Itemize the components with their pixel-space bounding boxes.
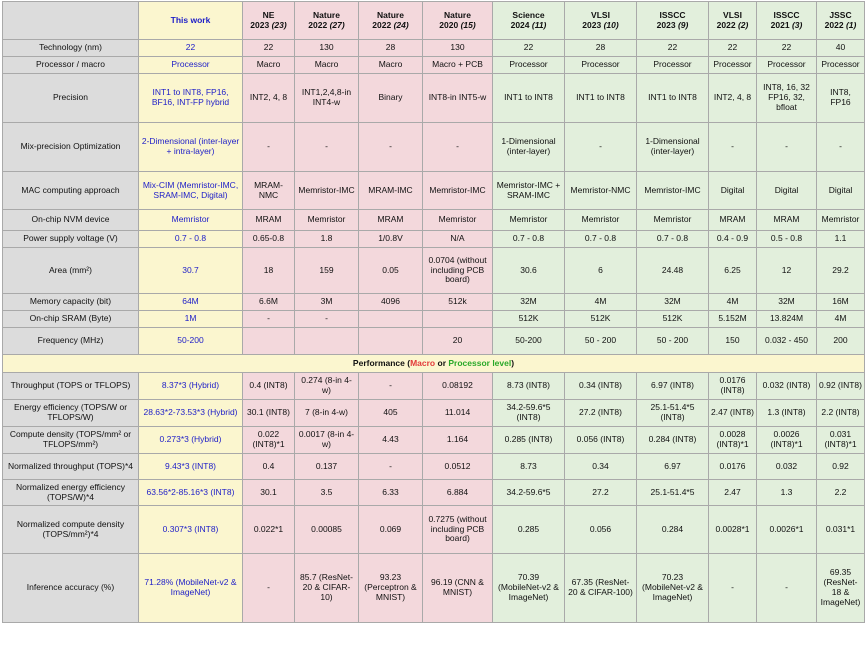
table-cell: Memristor xyxy=(493,210,565,231)
table-cell: Processor xyxy=(757,57,817,74)
table-cell: 0.7275 (without including PCB board) xyxy=(423,506,493,554)
row-label: Normalized energy efficiency (TOPS/W)*4 xyxy=(3,480,139,506)
table-cell: 8.73 (INT8) xyxy=(493,373,565,400)
table-cell: 27.2 (INT8) xyxy=(565,400,637,427)
table-cell: - xyxy=(709,554,757,623)
this-work-cell: 0.307*3 (INT8) xyxy=(139,506,243,554)
table-cell: 69.35 (ResNet-18 & ImageNet) xyxy=(817,554,865,623)
this-work-cell: INT1 to INT8, FP16, BF16, INT-FP hybrid xyxy=(139,74,243,123)
table-cell: INT2, 4, 8 xyxy=(243,74,295,123)
table-cell xyxy=(423,311,493,328)
table-cell: Memristor-IMC xyxy=(423,172,493,210)
table-cell: 0.0704 (without including PCB board) xyxy=(423,248,493,294)
table-cell: Memristor xyxy=(295,210,359,231)
table-cell: 0.7 - 0.8 xyxy=(637,231,709,248)
table-cell: - xyxy=(243,123,295,172)
table-cell: 150 xyxy=(709,328,757,355)
table-cell: Macro + PCB xyxy=(423,57,493,74)
row-label: Technology (nm) xyxy=(3,40,139,57)
table-cell xyxy=(295,328,359,355)
this-work-cell: Processor xyxy=(139,57,243,74)
table-cell: N/A xyxy=(423,231,493,248)
table-cell: 32M xyxy=(637,294,709,311)
table-cell: INT8, FP16 xyxy=(817,74,865,123)
table-cell: 200 xyxy=(817,328,865,355)
table-cell: 2.2 xyxy=(817,480,865,506)
table-row xyxy=(3,231,865,248)
table-cell: 0.284 xyxy=(637,506,709,554)
table-cell: 1.1 xyxy=(817,231,865,248)
table-cell: 6.884 xyxy=(423,480,493,506)
table-cell: 512K xyxy=(565,311,637,328)
this-work-cell: Memristor xyxy=(139,210,243,231)
row-label: On-chip NVM device xyxy=(3,210,139,231)
table-cell: INT1 to INT8 xyxy=(637,74,709,123)
table-cell: 25.1-51.4*5 xyxy=(637,480,709,506)
table-cell: 27.2 xyxy=(565,480,637,506)
table-cell: Binary xyxy=(359,74,423,123)
table-cell: Memristor-IMC xyxy=(295,172,359,210)
table-cell: 93.23 (Perceptron & MNIST) xyxy=(359,554,423,623)
table-cell: 22 xyxy=(757,40,817,57)
table-cell: 0.0028*1 xyxy=(709,506,757,554)
this-work-cell: 63.56*2-85.16*3 (INT8) xyxy=(139,480,243,506)
this-work-cell: 9.43*3 (INT8) xyxy=(139,454,243,480)
comparison-table xyxy=(2,1,865,623)
row-label: Precision xyxy=(3,74,139,123)
table-cell: 1-Dimensional (inter-layer) xyxy=(637,123,709,172)
col-header: VLSI 2022 (2) xyxy=(709,2,757,40)
table-cell: - xyxy=(757,554,817,623)
table-row xyxy=(3,210,865,231)
table-cell: 4M xyxy=(565,294,637,311)
table-cell: 0.7 - 0.8 xyxy=(565,231,637,248)
table-cell: MRAM xyxy=(757,210,817,231)
this-work-cell: 28.63*2-73.53*3 (Hybrid) xyxy=(139,400,243,427)
table-cell: MRAM-NMC xyxy=(243,172,295,210)
table-cell: 0.08192 xyxy=(423,373,493,400)
table-cell: Digital xyxy=(757,172,817,210)
table-cell: 0.34 xyxy=(565,454,637,480)
row-label: Throughput (TOPS or TFLOPS) xyxy=(3,373,139,400)
table-cell: 3.5 xyxy=(295,480,359,506)
table-cell: 1.3 xyxy=(757,480,817,506)
table-cell: 4096 xyxy=(359,294,423,311)
table-cell: 0.031 (INT8)*1 xyxy=(817,427,865,454)
table-cell: 3M xyxy=(295,294,359,311)
table-cell: 0.0028 (INT8)*1 xyxy=(709,427,757,454)
row-label: On-chip SRAM (Byte) xyxy=(3,311,139,328)
performance-section xyxy=(3,355,865,373)
table-cell: 0.0176 (INT8) xyxy=(709,373,757,400)
table-cell: Memristor xyxy=(637,210,709,231)
table-row xyxy=(3,400,865,427)
table-cell: MRAM xyxy=(243,210,295,231)
table-cell: - xyxy=(757,123,817,172)
table-cell: 0.022 (INT8)*1 xyxy=(243,427,295,454)
table-cell: - xyxy=(423,123,493,172)
table-cell: 4M xyxy=(817,311,865,328)
row-label: Frequency (MHz) xyxy=(3,328,139,355)
table-cell: - xyxy=(565,123,637,172)
table-cell: 22 xyxy=(709,40,757,57)
table-cell: 70.39 (MobileNet-v2 & ImageNet) xyxy=(493,554,565,623)
table-cell: 67.35 (ResNet-20 & CIFAR-100) xyxy=(565,554,637,623)
table-cell xyxy=(359,328,423,355)
table-cell: 0.4 - 0.9 xyxy=(709,231,757,248)
this-work-cell: 22 xyxy=(139,40,243,57)
table-cell: 6.25 xyxy=(709,248,757,294)
performance-rows xyxy=(3,373,865,623)
table-cell xyxy=(243,328,295,355)
table-cell: MRAM xyxy=(709,210,757,231)
table-cell: 2.47 (INT8) xyxy=(709,400,757,427)
table-cell: 50 - 200 xyxy=(565,328,637,355)
table-cell: 0.285 xyxy=(493,506,565,554)
table-cell: 0.285 (INT8) xyxy=(493,427,565,454)
table-cell: Memristor xyxy=(565,210,637,231)
table-cell: INT1 to INT8 xyxy=(493,74,565,123)
table-cell: - xyxy=(295,311,359,328)
table-cell: 22 xyxy=(243,40,295,57)
table-cell: MRAM-IMC xyxy=(359,172,423,210)
table-cell: 16M xyxy=(817,294,865,311)
this-work-cell: 1M xyxy=(139,311,243,328)
table-cell: 0.65-0.8 xyxy=(243,231,295,248)
col-header-this-work: This work xyxy=(139,2,243,40)
table-cell: 1.164 xyxy=(423,427,493,454)
table-cell: 0.0026*1 xyxy=(757,506,817,554)
table-cell: Memristor-IMC xyxy=(637,172,709,210)
col-header: Nature 2022 (24) xyxy=(359,2,423,40)
col-header: NE 2023 (23) xyxy=(243,2,295,40)
row-label: Area (mm²) xyxy=(3,248,139,294)
table-cell: INT1 to INT8 xyxy=(565,74,637,123)
table-cell: 0.00085 xyxy=(295,506,359,554)
table-row xyxy=(3,74,865,123)
table-cell: 6.97 (INT8) xyxy=(637,373,709,400)
table-cell: 0.5 - 0.8 xyxy=(757,231,817,248)
performance-header-row xyxy=(3,355,865,373)
table-cell: 8.73 xyxy=(493,454,565,480)
table-row xyxy=(3,554,865,623)
table-cell: 130 xyxy=(295,40,359,57)
table-cell: 0.0017 (8-in 4-w) xyxy=(295,427,359,454)
this-work-cell: 0.7 - 0.8 xyxy=(139,231,243,248)
table-cell: 6.97 xyxy=(637,454,709,480)
table-cell: 20 xyxy=(423,328,493,355)
table-cell: 0.34 (INT8) xyxy=(565,373,637,400)
table-cell: 24.48 xyxy=(637,248,709,294)
table-cell: 34.2-59.6*5 xyxy=(493,480,565,506)
table-cell: 1.3 (INT8) xyxy=(757,400,817,427)
table-cell: 22 xyxy=(493,40,565,57)
col-header: ISSCC 2023 (9) xyxy=(637,2,709,40)
table-cell: 6 xyxy=(565,248,637,294)
table-cell: 50 - 200 xyxy=(637,328,709,355)
this-work-cell: 2-Dimensional (inter-layer + intra-layer) xyxy=(139,123,243,172)
table-cell: 0.284 (INT8) xyxy=(637,427,709,454)
table-cell: - xyxy=(817,123,865,172)
performance-header: Performance (Macro or Processor level) xyxy=(3,355,865,373)
col-header: VLSI 2023 (10) xyxy=(565,2,637,40)
table-cell: - xyxy=(709,123,757,172)
table-cell: 159 xyxy=(295,248,359,294)
table-cell: - xyxy=(295,123,359,172)
table-cell: 0.032 - 450 xyxy=(757,328,817,355)
table-cell: 0.4 (INT8) xyxy=(243,373,295,400)
table-cell: 18 xyxy=(243,248,295,294)
table-cell: 96.19 (CNN & MNIST) xyxy=(423,554,493,623)
header-row xyxy=(3,2,865,40)
table-cell: 0.056 (INT8) xyxy=(565,427,637,454)
table-row xyxy=(3,506,865,554)
table-cell: 0.0176 xyxy=(709,454,757,480)
row-label: MAC computing approach xyxy=(3,172,139,210)
table-cell: 13.824M xyxy=(757,311,817,328)
row-label: Inference accuracy (%) xyxy=(3,554,139,623)
table-cell: 0.4 xyxy=(243,454,295,480)
row-label: Mix-precision Optimization xyxy=(3,123,139,172)
table-cell: 0.032 (INT8) xyxy=(757,373,817,400)
table-cell: MRAM xyxy=(359,210,423,231)
row-label: Memory capacity (bit) xyxy=(3,294,139,311)
table-cell: - xyxy=(359,373,423,400)
table-cell: 405 xyxy=(359,400,423,427)
table-cell: 0.056 xyxy=(565,506,637,554)
table-cell: 12 xyxy=(757,248,817,294)
table-cell: 0.92 xyxy=(817,454,865,480)
table-cell: 11.014 xyxy=(423,400,493,427)
table-cell: 0.0512 xyxy=(423,454,493,480)
table-cell: 70.23 (MobileNet-v2 & ImageNet) xyxy=(637,554,709,623)
table-cell: 512K xyxy=(493,311,565,328)
table-cell: 34.2-59.6*5 (INT8) xyxy=(493,400,565,427)
col-header: ISSCC 2021 (3) xyxy=(757,2,817,40)
table-cell: 32M xyxy=(757,294,817,311)
row-label: Processor / macro xyxy=(3,57,139,74)
table-cell: 1.8 xyxy=(295,231,359,248)
table-cell: 5.152M xyxy=(709,311,757,328)
table-cell: INT1,2,4,8-in INT4-w xyxy=(295,74,359,123)
this-work-cell: 30.7 xyxy=(139,248,243,294)
table-cell: Digital xyxy=(817,172,865,210)
col-header: Science 2024 (11) xyxy=(493,2,565,40)
table-row xyxy=(3,454,865,480)
table-cell: Processor xyxy=(817,57,865,74)
table-cell: Macro xyxy=(295,57,359,74)
table-cell: 7 (8-in 4-w) xyxy=(295,400,359,427)
table-cell: INT8, 16, 32 FP16, 32, bfloat xyxy=(757,74,817,123)
table-cell: 85.7 (ResNet-20 & CIFAR-10) xyxy=(295,554,359,623)
table-row xyxy=(3,57,865,74)
table-cell: 2.2 (INT8) xyxy=(817,400,865,427)
table-cell: - xyxy=(359,454,423,480)
table-cell: 30.1 (INT8) xyxy=(243,400,295,427)
table-cell: 6.33 xyxy=(359,480,423,506)
table-cell: Memristor xyxy=(817,210,865,231)
table-cell: 0.069 xyxy=(359,506,423,554)
spec-rows xyxy=(3,40,865,355)
table-cell: 0.05 xyxy=(359,248,423,294)
table-cell: - xyxy=(243,311,295,328)
col-header: JSSC 2022 (1) xyxy=(817,2,865,40)
row-label: Normalized throughput (TOPS)*4 xyxy=(3,454,139,480)
this-work-cell: 64M xyxy=(139,294,243,311)
table-row xyxy=(3,248,865,294)
table-cell: 0.032 xyxy=(757,454,817,480)
table-cell: - xyxy=(359,123,423,172)
table-cell: 0.274 (8-in 4-w) xyxy=(295,373,359,400)
this-work-cell: 71.28% (MobileNet-v2 & ImageNet) xyxy=(139,554,243,623)
table-cell: Processor xyxy=(709,57,757,74)
table-row xyxy=(3,311,865,328)
table-cell: 22 xyxy=(637,40,709,57)
table-cell: 1/0.8V xyxy=(359,231,423,248)
table-cell: Processor xyxy=(493,57,565,74)
table-cell: 6.6M xyxy=(243,294,295,311)
table-cell: 25.1-51.4*5 (INT8) xyxy=(637,400,709,427)
table-cell: INT2, 4, 8 xyxy=(709,74,757,123)
table-cell: 50-200 xyxy=(493,328,565,355)
table-cell: 130 xyxy=(423,40,493,57)
row-label: Normalized compute density (TOPS/mm²)*4 xyxy=(3,506,139,554)
table-cell: 30.1 xyxy=(243,480,295,506)
table-cell: 0.031*1 xyxy=(817,506,865,554)
table-row xyxy=(3,123,865,172)
table-cell: 0.0026 (INT8)*1 xyxy=(757,427,817,454)
table-cell: Memristor-NMC xyxy=(565,172,637,210)
this-work-cell: Mix-CIM (Memristor-IMC, SRAM-IMC, Digital) xyxy=(139,172,243,210)
table-cell: 0.7 - 0.8 xyxy=(493,231,565,248)
row-label: Compute density (TOPS/mm² or TFLOPS/mm²) xyxy=(3,427,139,454)
table-row xyxy=(3,172,865,210)
col-header: Nature 2022 (27) xyxy=(295,2,359,40)
table-row xyxy=(3,328,865,355)
table-row xyxy=(3,427,865,454)
table-row xyxy=(3,373,865,400)
this-work-cell: 50-200 xyxy=(139,328,243,355)
table-cell: 4M xyxy=(709,294,757,311)
table-cell: Memristor xyxy=(423,210,493,231)
table-cell: 28 xyxy=(565,40,637,57)
table-cell: 28 xyxy=(359,40,423,57)
table-cell: 4.43 xyxy=(359,427,423,454)
this-work-cell: 0.273*3 (Hybrid) xyxy=(139,427,243,454)
table-cell: 30.6 xyxy=(493,248,565,294)
table-cell: INT8-in INT5-w xyxy=(423,74,493,123)
table-cell: Macro xyxy=(359,57,423,74)
table-cell: 2.47 xyxy=(709,480,757,506)
table-cell: 29.2 xyxy=(817,248,865,294)
table-cell: Macro xyxy=(243,57,295,74)
table-cell xyxy=(359,311,423,328)
col-header: Nature 2020 (15) xyxy=(423,2,493,40)
table-row xyxy=(3,40,865,57)
row-label: Energy efficiency (TOPS/W or TFLOPS/W) xyxy=(3,400,139,427)
table-cell: 0.022*1 xyxy=(243,506,295,554)
table-cell: 0.137 xyxy=(295,454,359,480)
table-cell: Memristor-IMC + SRAM-IMC xyxy=(493,172,565,210)
table-cell: 0.92 (INT8) xyxy=(817,373,865,400)
table-row xyxy=(3,294,865,311)
table-cell: Processor xyxy=(637,57,709,74)
table-cell: - xyxy=(243,554,295,623)
table-row xyxy=(3,480,865,506)
table-cell: 40 xyxy=(817,40,865,57)
table-cell: Digital xyxy=(709,172,757,210)
table-cell: 512k xyxy=(423,294,493,311)
this-work-cell: 8.37*3 (Hybrid) xyxy=(139,373,243,400)
row-label: Power supply voltage (V) xyxy=(3,231,139,248)
table-cell: Processor xyxy=(565,57,637,74)
table-cell: 1-Dimensional (inter-layer) xyxy=(493,123,565,172)
corner-cell xyxy=(3,2,139,40)
table-cell: 512K xyxy=(637,311,709,328)
table-cell: 32M xyxy=(493,294,565,311)
